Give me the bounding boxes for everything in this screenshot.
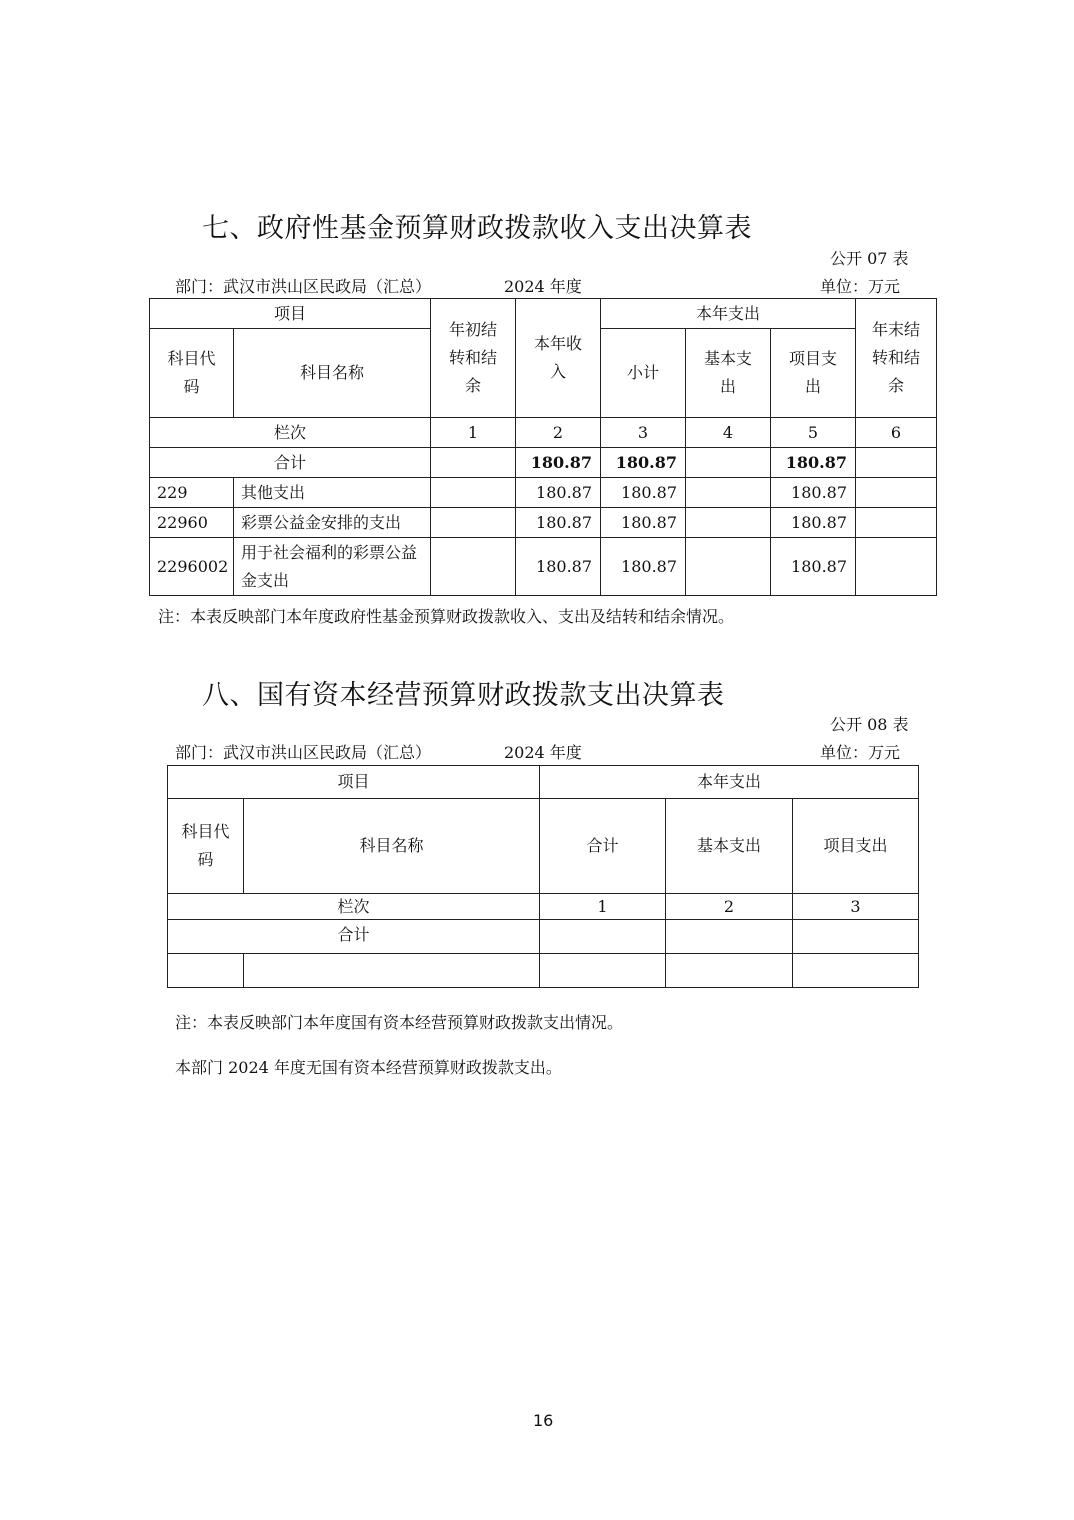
s7-header-basic: 基本支出 <box>686 329 771 418</box>
s7-col-num: 2 <box>516 418 601 448</box>
section8-department: 部门：武汉市洪山区民政局（汇总） <box>175 743 432 762</box>
s7-row-cell: 180.87 <box>601 478 686 508</box>
s8-row-cell <box>168 954 244 988</box>
s8-row-cell <box>666 954 793 988</box>
s8-header-total: 合计 <box>540 799 666 894</box>
s7-row-cell <box>431 538 516 596</box>
s7-row-cell <box>431 478 516 508</box>
s7-total-cell: 180.87 <box>516 448 601 478</box>
s7-total-cell <box>686 448 771 478</box>
section7-table <box>149 298 937 596</box>
section8-unit: 单位：万元 <box>820 743 901 762</box>
section7-department: 部门：武汉市洪山区民政局（汇总） <box>175 277 432 296</box>
s7-total-label: 合计 <box>150 448 431 478</box>
page-number: 16 <box>533 1411 554 1430</box>
s8-total-cell <box>540 920 666 954</box>
s8-header-basic: 基本支出 <box>666 799 793 894</box>
s7-row-cell <box>686 508 771 538</box>
s7-row-code: 229 <box>150 478 234 508</box>
section7-year: 2024 年度 <box>504 277 582 296</box>
s7-row-cell: 180.87 <box>601 508 686 538</box>
s7-row-cell <box>431 508 516 538</box>
section8-note: 注：本表反映部门本年度国有资本经营预算财政拨款支出情况。 <box>175 1013 624 1032</box>
s7-col-num: 5 <box>771 418 856 448</box>
s8-row-cell <box>540 954 666 988</box>
s7-row-name: 用于社会福利的彩票公益金支出 <box>234 538 431 596</box>
s7-header-expense: 本年支出 <box>601 299 856 329</box>
s8-total-cell <box>666 920 793 954</box>
section7-unit: 单位：万元 <box>820 277 901 296</box>
s8-header-code: 科目代码 <box>168 799 244 894</box>
section8-statement: 本部门 2024 年度无国有资本经营预算财政拨款支出。 <box>175 1058 562 1077</box>
s8-col-num: 2 <box>666 894 793 920</box>
s8-col-num: 1 <box>540 894 666 920</box>
s7-total-cell <box>431 448 516 478</box>
s7-row-name: 彩票公益金安排的支出 <box>234 508 431 538</box>
s7-header-subtotal: 小计 <box>601 329 686 418</box>
s8-total-label: 合计 <box>168 920 540 954</box>
s7-row-name: 其他支出 <box>234 478 431 508</box>
s7-col-num: 1 <box>431 418 516 448</box>
section7-note: 注：本表反映部门本年度政府性基金预算财政拨款收入、支出及结转和结余情况。 <box>158 607 735 626</box>
s7-row-cell: 180.87 <box>771 478 856 508</box>
table-row <box>168 954 919 988</box>
s8-col-num: 3 <box>793 894 919 920</box>
s7-row-cell: 180.87 <box>516 538 601 596</box>
s7-row-cell: 180.87 <box>601 538 686 596</box>
s7-row-cell <box>856 478 937 508</box>
s7-header-name: 科目名称 <box>234 329 431 418</box>
s7-total-cell <box>856 448 937 478</box>
s7-row-cell <box>686 478 771 508</box>
s7-header-end-balance: 年末结转和结余 <box>856 299 937 418</box>
s7-header-income: 本年收入 <box>516 299 601 418</box>
s8-row-cell <box>793 954 919 988</box>
s7-row-code: 22960 <box>150 508 234 538</box>
table-row <box>150 478 937 508</box>
s7-total-cell: 180.87 <box>771 448 856 478</box>
s7-header-code: 科目代码 <box>150 329 234 418</box>
section7-title: 七、政府性基金预算财政拨款收入支出决算表 <box>202 213 752 244</box>
s7-col-num: 6 <box>856 418 937 448</box>
s8-header-item: 项目 <box>168 766 540 799</box>
s7-row-cell <box>686 538 771 596</box>
s8-row-cell <box>244 954 540 988</box>
s8-header-name: 科目名称 <box>244 799 540 894</box>
section8-title: 八、国有资本经营预算财政拨款支出决算表 <box>202 680 725 711</box>
s7-row-cell: 180.87 <box>516 508 601 538</box>
s7-header-project: 项目支出 <box>771 329 856 418</box>
s7-header-begin-balance: 年初结转和结余 <box>431 299 516 418</box>
s7-header-item: 项目 <box>150 299 431 329</box>
s7-row-cell <box>856 538 937 596</box>
s7-row-cell: 180.87 <box>771 508 856 538</box>
section7-table-number: 公开 07 表 <box>830 249 909 268</box>
s8-header-project: 项目支出 <box>793 799 919 894</box>
s7-col-label: 栏次 <box>150 418 431 448</box>
s7-total-cell: 180.87 <box>601 448 686 478</box>
s7-row-cell: 180.87 <box>516 478 601 508</box>
s8-total-row <box>168 920 919 954</box>
section8-table <box>167 765 919 988</box>
s8-total-cell <box>793 920 919 954</box>
s8-header-expense: 本年支出 <box>540 766 919 799</box>
s7-col-num: 3 <box>601 418 686 448</box>
s7-row-cell <box>856 508 937 538</box>
s7-row-code: 2296002 <box>150 538 234 596</box>
s7-total-row <box>150 448 937 478</box>
section8-table-number: 公开 08 表 <box>830 715 909 734</box>
s8-col-label: 栏次 <box>168 894 540 920</box>
s7-row-cell: 180.87 <box>771 538 856 596</box>
table-row <box>150 538 937 596</box>
s7-col-num: 4 <box>686 418 771 448</box>
section8-year: 2024 年度 <box>504 743 582 762</box>
table-row <box>150 508 937 538</box>
